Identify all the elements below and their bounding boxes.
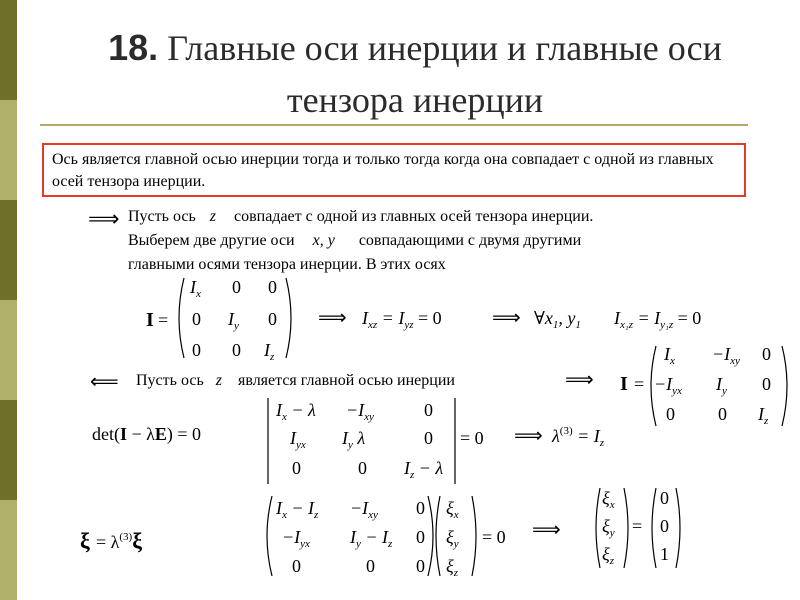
diagonal-inertia-matrix (146, 277, 291, 363)
svg-text:0: 0 (424, 428, 433, 448)
svg-text:Iz: $I_z$ (264, 340, 275, 363)
eigen-matrix (267, 496, 506, 579)
svg-text:λ(3) = Iz: $\lambda^{(3)} = I_z$ (552, 425, 605, 449)
svg-text:−Iyx: $-I_{yx}$ (654, 374, 682, 397)
svg-text:= 0: = 0 (482, 527, 506, 547)
svg-text:0: 0 (232, 340, 241, 360)
svg-text:⟹: ⟹ (514, 423, 543, 447)
svg-text:⟹: ⟹ (532, 517, 561, 541)
svg-text:Iy − Iz: $I_y - I_z$ (350, 527, 393, 550)
svg-text:0: 0 (268, 309, 277, 329)
svg-text:0: 0 (762, 344, 771, 364)
eigenvector-result (596, 488, 680, 568)
svg-text:ξy: $\xi_y$ (446, 527, 459, 550)
svg-text:0: 0 (268, 277, 277, 297)
svg-text:0: 0 (424, 400, 433, 420)
svg-text:−Iyx: $-I_{yx}$ (282, 527, 310, 550)
svg-text:∀x1, y1: $\forall x_1$, $y_1$ (534, 308, 581, 331)
svg-text:Ix₁z = Iy₁z = 0: $I_{x_1z} = I_{y_1z} = 0$ (614, 308, 702, 331)
forward-line1: Пусть ось z совпадает с одной из главных осей тензора инерции. (128, 208, 594, 225)
svg-text:=: = (158, 310, 169, 330)
svg-text:ξx: $\xi_x$ (602, 488, 615, 511)
implies-arrow-icon: ⟹ (88, 207, 120, 232)
general-inertia-matrix (620, 344, 787, 427)
svg-text:Ix − λ: $I_x - \lambda$ (276, 400, 316, 423)
svg-text:⟹: ⟹ (565, 367, 594, 391)
slide-number: 18. (108, 27, 159, 68)
svg-text:Ixz = Iyz = 0: $I_{xz} = I_{yz} = 0$ (362, 308, 442, 331)
svg-text:0: 0 (762, 374, 771, 394)
svg-text:Iy: $I_y$ (228, 309, 239, 332)
svg-text:Ix − Iz: $I_x - I_z$ (276, 498, 319, 521)
svg-text:−Ixy: $-I_{xy}$ (350, 498, 378, 521)
title-line2: тензора инерции (286, 80, 544, 120)
svg-text:0: 0 (416, 527, 425, 547)
svg-text:Iy λ: $I_y$ λ (342, 428, 366, 451)
svg-text:Iz − λ: $I_z - \lambda$ (404, 458, 444, 481)
svg-text:ξy: $\xi_y$ (602, 516, 615, 539)
svg-text:0: 0 (192, 309, 201, 329)
svg-text:Ix: $I_x$ (190, 277, 201, 300)
svg-text:0: 0 (666, 404, 675, 424)
svg-text:⟹: ⟹ (492, 305, 521, 329)
forward-line3: главными осями тензора инерции. В этих осях (128, 256, 446, 273)
svg-text:ξz: $\xi_z$ (446, 556, 458, 579)
svg-text:I: I (146, 309, 154, 331)
svg-text:0: 0 (718, 404, 727, 424)
theorem-text: Ось является главной осью инерции тогда и только тогда когда она совпадает с одной из главных осей тензора инерции. (52, 151, 714, 190)
svg-text:−Ixy: $-I_{xy}$ (346, 400, 374, 423)
svg-text:0: 0 (660, 516, 669, 536)
svg-text:det(I − λE) = 0: det(I − λE) = 0 (92, 424, 202, 444)
svg-text:=: = (632, 516, 643, 536)
svg-text:0: 0 (192, 340, 201, 360)
svg-text:0: 0 (292, 458, 301, 478)
svg-text:0: 0 (358, 458, 367, 478)
svg-text:⟹: ⟹ (318, 305, 347, 329)
svg-text:Iyx: $I_{yx}$ (290, 428, 306, 451)
svg-text:0: 0 (292, 556, 301, 576)
determinant (268, 398, 484, 484)
svg-text:ξx: $\xi_x$ (446, 498, 459, 521)
svg-text:Iy: $I_y$ (716, 374, 727, 397)
svg-text:0: 0 (366, 556, 375, 576)
svg-text:0: 0 (416, 556, 425, 576)
svg-text:Ix: $I_x$ (664, 344, 675, 367)
svg-text:0: 0 (232, 277, 241, 297)
forward-line2: Выберем две другие оси x, y совпадающими с двумя другими (128, 232, 582, 249)
svg-text:0: 0 (660, 488, 669, 508)
svg-text:ξz: $\xi_z$ (602, 544, 614, 567)
svg-text:0: 0 (416, 498, 425, 518)
svg-text:=: = (634, 374, 645, 394)
svg-text:= λ(3)ξ: = $\lambda^{(3)}\xi$ (96, 528, 143, 553)
svg-text:−Ixy: $-I_{xy}$ (712, 344, 740, 367)
svg-text:I: I (620, 373, 628, 395)
svg-text:= 0: = 0 (460, 428, 484, 448)
svg-text:Iz: $I_z$ (758, 404, 769, 427)
svg-text:1: 1 (660, 544, 669, 564)
title-line1: Главные оси инерции и главные оси (167, 28, 722, 68)
svg-text:ξ: ξ (80, 528, 90, 553)
svg-text:⟸: ⟸ (90, 369, 119, 393)
backward-line: Пусть ось z является главной осью инерции (136, 372, 455, 389)
